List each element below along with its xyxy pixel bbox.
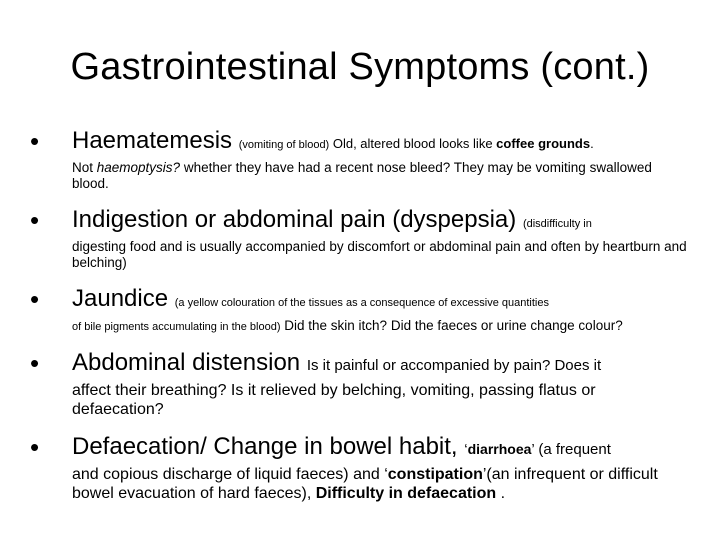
list-item <box>30 432 690 503</box>
item-emphasis: constipation <box>387 466 483 483</box>
item-note: (a yellow colouration of the tissues as a consequence of excessive quantities <box>174 297 549 309</box>
item-continuation: affect their breathing? Is it relieved by belching, vomiting, passing flatus or defaecation? <box>72 382 596 418</box>
item-headline <box>72 126 690 160</box>
list-item <box>30 126 690 192</box>
item-text: . <box>496 485 506 502</box>
item-headline <box>72 432 690 465</box>
item-continuation <box>72 465 690 503</box>
item-note: (disdifficulty in <box>522 218 592 230</box>
item-text: Did the skin itch? Did the faeces or urine change colour? <box>280 318 623 333</box>
item-text: Old, altered blood looks like <box>329 136 497 151</box>
bullet-icon: • <box>30 348 40 378</box>
bullet-list <box>30 126 690 516</box>
item-heading: Abdominal distension <box>72 349 301 376</box>
item-text: Not <box>72 160 97 175</box>
list-item <box>30 284 690 335</box>
item-note: (vomiting of blood) <box>238 139 330 151</box>
item-continuation <box>72 160 690 192</box>
bullet-icon: • <box>30 205 40 235</box>
item-heading: Jaundice <box>72 285 169 312</box>
page-title: Gastrointestinal Symptoms (cont.) <box>70 46 650 88</box>
item-headline <box>72 348 690 381</box>
item-text: . <box>590 136 594 151</box>
list-item <box>30 205 690 271</box>
item-headline <box>72 205 690 239</box>
bullet-icon: • <box>30 432 40 462</box>
item-text: of bile pigments accumulating in the blood) <box>72 321 281 333</box>
bullet-icon: • <box>30 284 40 314</box>
item-heading: Indigestion or abdominal pain (dyspepsia) <box>72 206 517 233</box>
item-heading: Defaecation/ Change in bowel habit, <box>72 433 458 460</box>
item-text: ’(an infrequent or difficult bowel evacuation of hard faeces), <box>72 466 658 502</box>
item-text: and copious discharge of liquid faeces) and ‘ <box>72 466 388 483</box>
item-emphasis: coffee grounds <box>496 136 591 151</box>
item-emphasis: haemoptysis? <box>96 160 181 175</box>
item-text: whether they have had a recent nose bleed? They may be vomiting swallowed blood. <box>72 160 652 191</box>
item-text: ‘ <box>464 441 468 458</box>
item-heading: Haematemesis <box>72 127 233 154</box>
item-continuation <box>72 318 690 335</box>
list-item <box>30 348 690 419</box>
item-continuation: digesting food and is usually accompanied by discomfort or abdominal pain and often by heartburn and belching) <box>72 239 687 270</box>
item-note: Is it painful or accompanied by pain? Does it <box>306 357 602 374</box>
item-headline <box>72 284 690 318</box>
item-emphasis: diarrhoea <box>467 441 532 457</box>
item-text: ’ (a frequent <box>531 441 611 458</box>
item-emphasis: Difficulty in defaecation <box>315 485 497 502</box>
bullet-icon: • <box>30 126 40 156</box>
